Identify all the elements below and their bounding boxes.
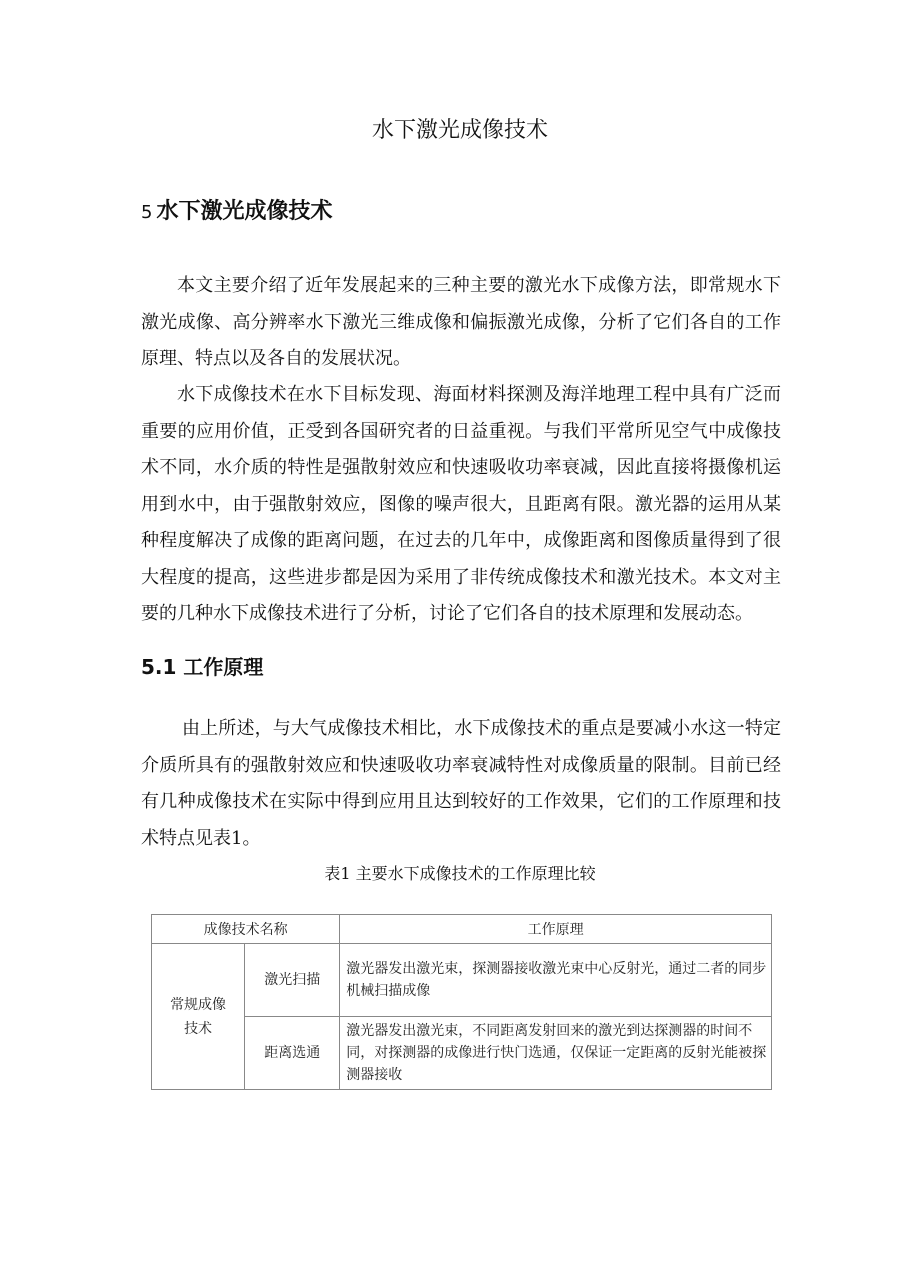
background-paragraph: 水下成像技术在水下目标发现、海面材料探测及海洋地理工程中具有广泛而重要的应用价值，正受到各国研究者的日益重视。与我们平常所见空气中成像技术不同，水介质的特性是强散射效应和快速吸收功率衰减，因此直接将摄像机运用到水中，由于强散射效应，图像的噪声很大，且距离有限。激光器的运用从某种程度解决了成像的距离问题，在过去的几年中，成像距离和图像质量得到了很大程度的提高，这些进步都是因为采用了非传统成像技术和激光技术。本文对主要的几种水下成像技术进行了分析，讨论了它们各自的技术原理和发展动态。 bbox=[141, 384, 781, 624]
comparison-table bbox=[151, 914, 772, 1090]
table-caption: 表1 主要水下成像技术的工作原理比较 bbox=[324, 864, 596, 883]
technique-principle-cell: 激光器发出激光束，不同距离发射回来的激光到达探测器的时间不同，对探测器的成像进行快门选通，仅保证一定距离的反射光能被探测器接收 bbox=[340, 1017, 772, 1090]
section-title: 水下激光成像技术 bbox=[156, 199, 333, 224]
section-number: 5 bbox=[141, 202, 153, 223]
technique-name-cell: 激光扫描 bbox=[245, 944, 340, 1017]
intro-paragraph: 本文主要介绍了近年发展起来的三种主要的激光水下成像方法，即常规水下激光成像、高分辨率水下激光三维成像和偏振激光成像，分析了它们各自的工作原理、特点以及各自的发展状况。 bbox=[141, 275, 781, 369]
table-row bbox=[152, 944, 772, 1017]
table-header-row bbox=[152, 915, 772, 944]
technique-name-cell: 距离选通 bbox=[245, 1017, 340, 1090]
group-label-cell: 常规成像技术 bbox=[152, 944, 245, 1090]
principle-paragraph: 由上所述，与大气成像技术相比，水下成像技术的重点是要减小水这一特定介质所具有的强散射效应和快速吸收功率衰减特性对成像质量的限制。目前已经有几种成像技术在实际中得到应用且达到较好的工作效果，它们的工作原理和技术特点见表1。 bbox=[141, 718, 781, 849]
subsection-heading: 5.1 工作原理 bbox=[141, 655, 264, 679]
header-principle: 工作原理 bbox=[340, 915, 772, 944]
header-technique-name: 成像技术名称 bbox=[152, 915, 340, 944]
table-row bbox=[152, 1017, 772, 1090]
section-heading bbox=[141, 196, 332, 229]
technique-principle-cell: 激光器发出激光束，探测器接收激光束中心反射光，通过二者的同步机械扫描成像 bbox=[340, 944, 772, 1017]
document-title: 水下激光成像技术 bbox=[371, 118, 548, 143]
